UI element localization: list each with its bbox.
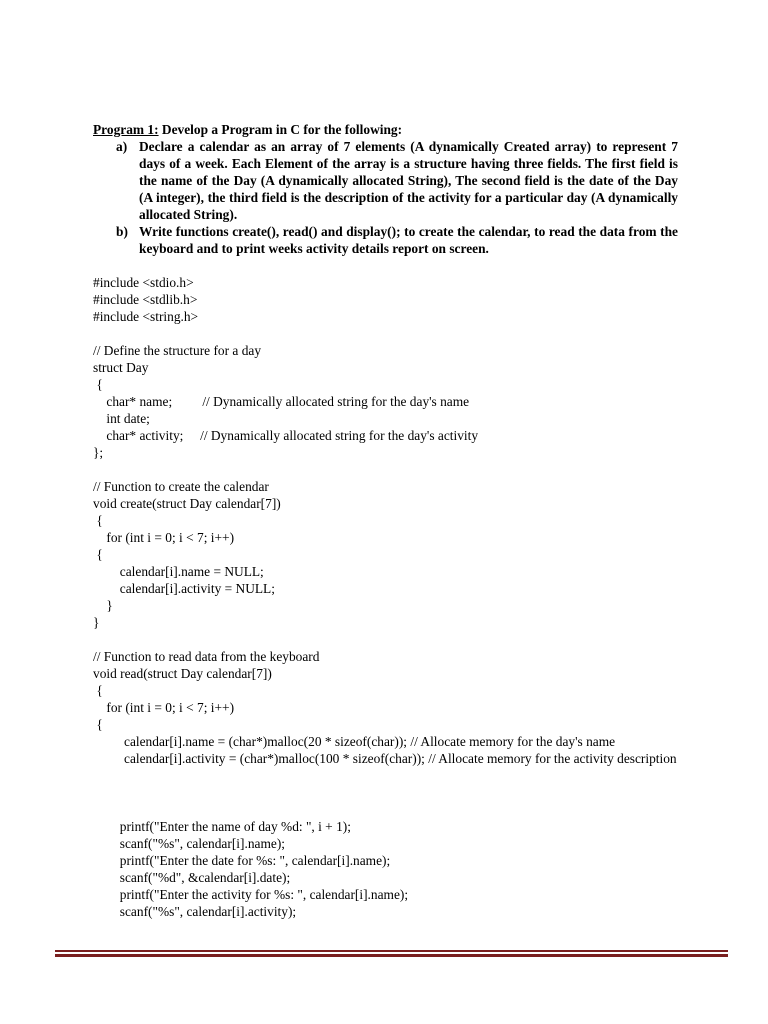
code-line: printf("Enter the name of day %d: ", i + 1); <box>93 819 351 834</box>
code-line: { <box>93 547 103 562</box>
read-function-block <box>93 648 678 767</box>
program-heading <box>93 121 678 138</box>
code-line: struct Day <box>93 360 149 375</box>
code-line: #include <string.h> <box>93 309 199 324</box>
code-line-malloc-activity: calendar[i].activity = (char*)malloc(100 * sizeof(char)); // Allocate memory for the activity description <box>124 751 677 766</box>
code-line: scanf("%s", calendar[i].activity); <box>93 904 297 919</box>
code-line: // Function to read data from the keyboard <box>93 649 320 664</box>
code-line: { <box>93 683 103 698</box>
code-line: char* activity; // Dynamically allocated string for the day's activity <box>93 428 479 443</box>
requirement-letter: b) <box>116 224 128 239</box>
code-line: }; <box>93 445 104 460</box>
code-line: scanf("%d", &calendar[i].date); <box>93 870 291 885</box>
code-line: #include <stdio.h> <box>93 275 194 290</box>
code-line: } <box>93 615 100 630</box>
create-function-block <box>93 478 678 631</box>
code-line: int date; <box>93 411 150 426</box>
code-line: calendar[i].activity = NULL; <box>93 581 275 596</box>
program-label: Program 1: <box>93 122 159 137</box>
code-line: scanf("%s", calendar[i].name); <box>93 836 285 851</box>
footer-rule-thin <box>55 950 728 952</box>
requirement-text: Write functions create(), read() and display(); to create the calendar, to read the data from the keyboard and to print weeks activity details report on screen. <box>139 224 678 256</box>
code-line: // Function to create the calendar <box>93 479 269 494</box>
program-title: Develop a Program in C for the following: <box>158 122 403 137</box>
requirement-b <box>116 223 678 257</box>
code-line: void create(struct Day calendar[7]) <box>93 496 281 511</box>
code-line-malloc-name: calendar[i].name = (char*)malloc(20 * sizeof(char)); // Allocate memory for the day's name <box>124 734 616 749</box>
code-line: for (int i = 0; i < 7; i++) <box>93 700 235 715</box>
code-line: calendar[i].name = NULL; <box>93 564 264 579</box>
code-line: #include <stdlib.h> <box>93 292 198 307</box>
requirement-text: Declare a calendar as an array of 7 elements (A dynamically Created array) to represent 7 days of a week. Each Element of the array is a structure having three fields. The first field is the name of the Day (A dynamically allocated String), The second field is the date of the Day (A integer), the third field is the description of the activity for a particular day (A dynamically allocated String). <box>139 139 678 222</box>
code-line: void read(struct Day calendar[7]) <box>93 666 272 681</box>
code-line: } <box>93 598 113 613</box>
code-line: printf("Enter the date for %s: ", calendar[i].name); <box>93 853 391 868</box>
code-line: { <box>93 717 103 732</box>
code-line: for (int i = 0; i < 7; i++) <box>93 530 235 545</box>
requirement-a <box>116 138 678 223</box>
requirement-letter: a) <box>116 139 128 154</box>
io-block <box>93 818 678 920</box>
code-line: printf("Enter the activity for %s: ", calendar[i].name); <box>93 887 409 902</box>
code-line: { <box>93 513 103 528</box>
struct-block <box>93 342 678 461</box>
code-line: { <box>93 377 103 392</box>
code-line: char* name; // Dynamically allocated string for the day's name <box>93 394 470 409</box>
code-line: // Define the structure for a day <box>93 343 262 358</box>
include-block <box>93 274 678 325</box>
footer-rule-thick <box>55 954 728 957</box>
